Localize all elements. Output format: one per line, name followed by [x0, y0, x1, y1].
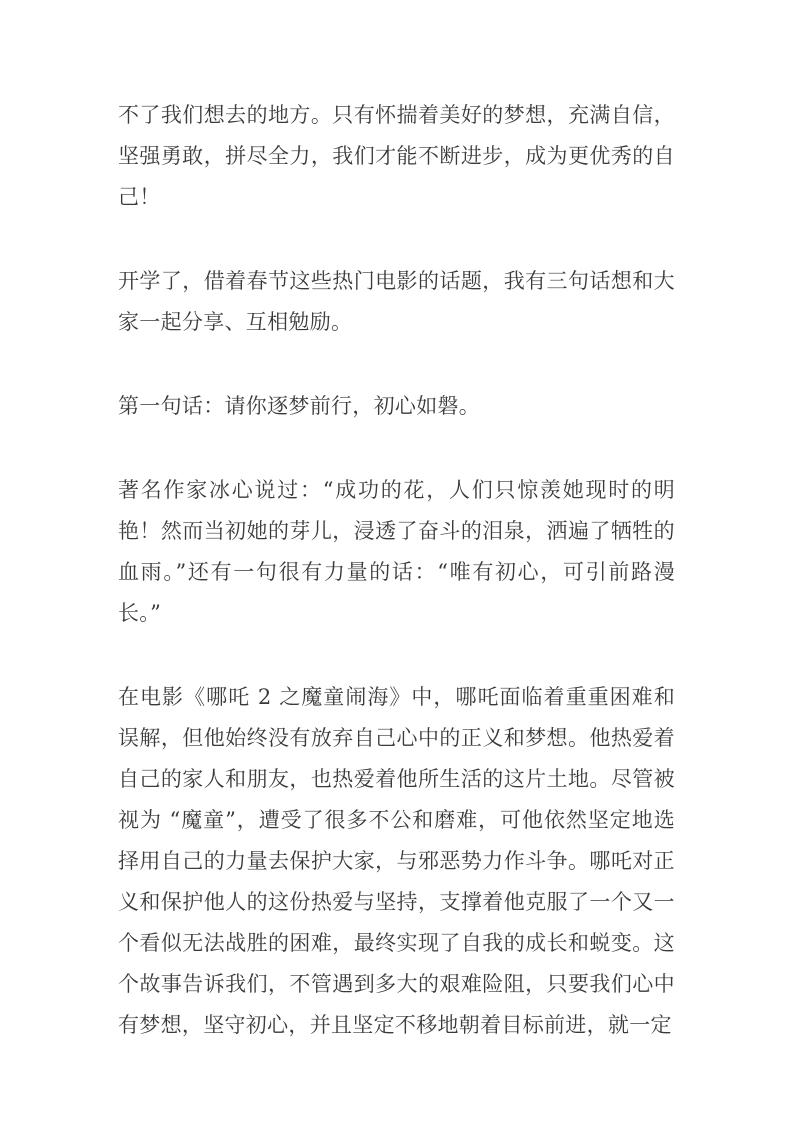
paragraph-conclusion-dreams: 不了我们想去的地方。只有怀揣着美好的梦想，充满自信，坚强勇敢，拼尽全力，我们才能不断进步，成为更优秀的自己！ — [118, 103, 675, 209]
paragraph-school-opening: 开学了，借着春节这些热门电影的话题，我有三句话想和大家一起分享、互相勉励。 — [118, 269, 675, 334]
paragraph-bingxin-quote: 著名作家冰心说过：“成功的花，人们只惊羡她现时的明艳！然而当初她的芽儿，浸透了奋斗的泪泉，洒遍了牺牲的血雨。”还有一句很有力量的话：“唯有初心，可引前路漫长。” — [118, 478, 675, 625]
document-text-block — [118, 95, 675, 1046]
paragraph-first-sentence-heading: 第一句话：请你逐梦前行，初心如磐。 — [118, 394, 481, 418]
paragraph-nezha-story: 在电影《哪吒 2 之魔童闹海》中，哪吒面临着重重困难和误解，但他始终没有放弃自己心中的正义和梦想。他热爱着自己的家人和朋友，也热爱着他所生活的这片土地。尽管被视为 “魔童”，遭受了很多不公和磨难，可他依然坚定地选择用自己的力量去保护大家，与邪恶势力作斗争。哪吒对正义和保护他人的这份热爱与坚持，支撑着他克服了一个又一个看似无法战胜的困难，最终实现了自我的成长和蜕变。这个故事告诉我们，不管遇到多大的艰难险阻，只要我们心中有梦想，坚守初心，并且坚定不移地朝着目标前进，就一定 — [118, 685, 675, 1037]
